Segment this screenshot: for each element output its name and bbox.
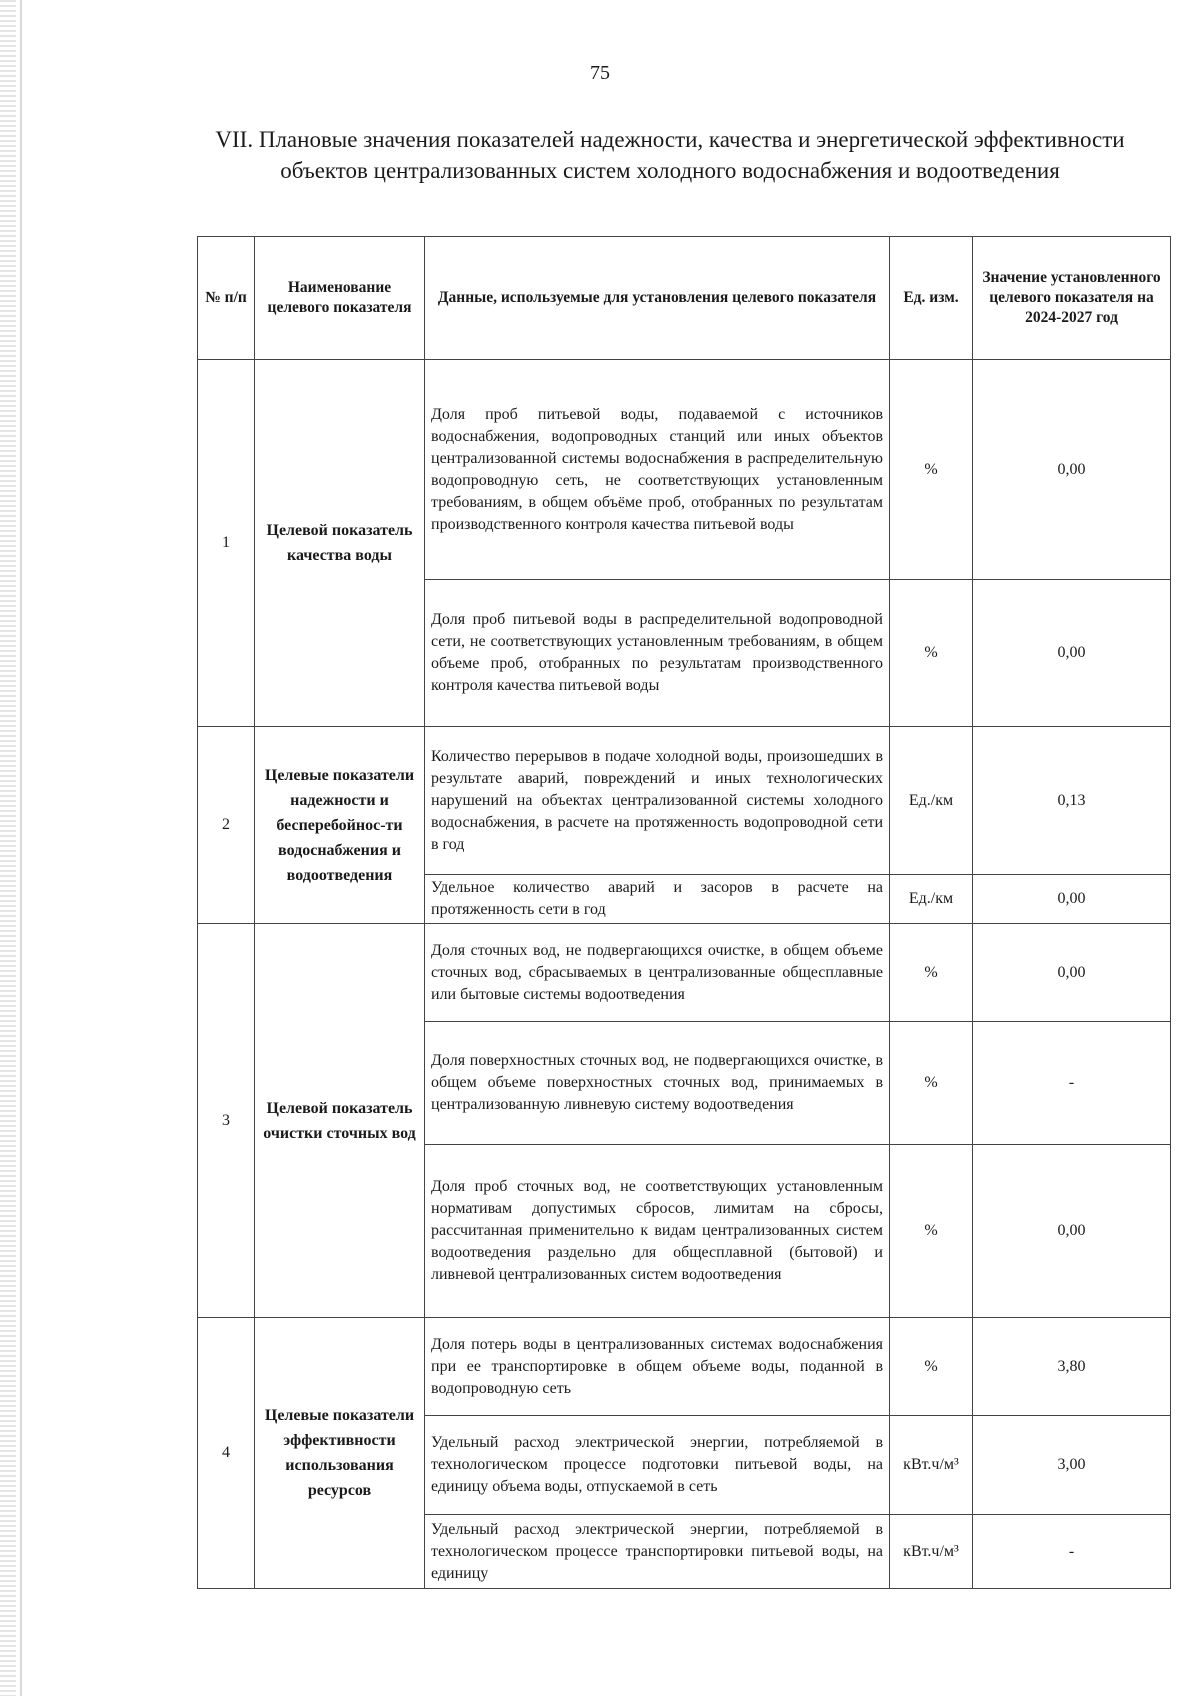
indicator-value: 3,00 [973,1416,1171,1515]
header-value: Значение установленного целевого показателя на 2024-2027 год [973,237,1171,360]
indicator-description: Доля сточных вод, не подвергающихся очистке, в общем объеме сточных вод, сбрасываемых в централизованные общесплавные или бытовые системы водоотведения [425,924,890,1022]
group-name: Целевые показатели надежности и бесперебойнос-ти водоснабжения и водоотведения [255,727,425,924]
indicator-value: 0,00 [973,360,1171,580]
indicator-unit: % [890,1022,973,1145]
table-row [198,924,1171,1022]
indicator-unit: Ед./км [890,875,973,924]
indicator-unit: Ед./км [890,727,973,875]
indicator-description: Доля проб сточных вод, не соответствующих установленным нормативам допустимых сбросов, лимитам на сбросы, рассчитанная применительно к видам централизованных систем водоотведения раздельно для общесплавной (бытовой) и ливневой централизованных систем водоотведения [425,1145,890,1318]
indicator-value: 3,80 [973,1318,1171,1416]
indicator-description: Доля проб питьевой воды в распределительной водопроводной сети, не соответствующих установленным требованиям, в общем объеме проб, отобранных по результатам производственного контроля качества питьевой воды [425,580,890,727]
page-number: 75 [590,62,610,84]
group-number: 2 [198,727,255,924]
indicator-unit: % [890,1145,973,1318]
group-name: Целевой показатель качества воды [255,360,425,727]
group-name: Целевой показатель очистки сточных вод [255,924,425,1318]
group-name: Целевые показатели эффективности использования ресурсов [255,1318,425,1589]
table-header-row [198,237,1171,360]
indicator-description: Доля поверхностных сточных вод, не подвергающихся очистке, в общем объеме поверхностных сточных вод, принимаемых в централизованную ливневую систему водоотведения [425,1022,890,1145]
indicator-unit: % [890,580,973,727]
indicator-unit: кВт.ч/м³ [890,1515,973,1589]
group-number: 4 [198,1318,255,1589]
indicator-unit: % [890,1318,973,1416]
indicator-description: Количество перерывов в подаче холодной воды, произошедших в результате аварий, повреждений и иных технологических нарушений на объектах централизованной системы холодного водоснабжения, в расчете на протяженность водопроводной сети в год [425,727,890,875]
group-number: 3 [198,924,255,1318]
header-unit: Ед. изм. [890,237,973,360]
indicator-unit: % [890,924,973,1022]
header-num: № п/п [198,237,255,360]
indicator-description: Удельное количество аварий и засоров в расчете на протяженность сети в год [425,875,890,924]
indicator-value: 0,00 [973,924,1171,1022]
indicator-value: 0,00 [973,580,1171,727]
indicator-description: Доля проб питьевой воды, подаваемой с источников водоснабжения, водопроводных станций или иных объектов централизованной системы водоснабжения в распределительную водопроводную сеть, не соответствующих установленным требованиям, в общем объёме проб, отобранных по результатам производственного контроля качества питьевой воды [425,360,890,580]
table-row [198,1318,1171,1416]
table-row [198,727,1171,875]
indicator-description: Удельный расход электрической энергии, потребляемой в технологическом процессе транспортировки питьевой воды, на единицу [425,1515,890,1589]
scan-edge-line [20,0,22,1696]
header-name: Наименование целевого показателя [255,237,425,360]
indicator-description: Доля потерь воды в централизованных системах водоснабжения при ее транспортировке в общем объеме воды, поданной в водопроводную сеть [425,1318,890,1416]
scan-edge-artifact [0,0,16,1696]
indicator-value: - [973,1022,1171,1145]
indicator-unit: кВт.ч/м³ [890,1416,973,1515]
header-description: Данные, используемые для установления целевого показателя [425,237,890,360]
indicators-table [197,236,1171,1589]
indicator-value: - [973,1515,1171,1589]
indicator-value: 0,00 [973,875,1171,924]
indicator-value: 0,00 [973,1145,1171,1318]
group-number: 1 [198,360,255,727]
table-row [198,360,1171,580]
indicator-unit: % [890,360,973,580]
document-title: VII. Плановые значения показателей надежности, качества и энергетической эффективности объектов централизованных систем холодного водоснабжения и водоотведения [215,127,1125,183]
indicator-description: Удельный расход электрической энергии, потребляемой в технологическом процессе подготовки питьевой воды, на единицу объема воды, отпускаемой в сеть [425,1416,890,1515]
indicator-value: 0,13 [973,727,1171,875]
